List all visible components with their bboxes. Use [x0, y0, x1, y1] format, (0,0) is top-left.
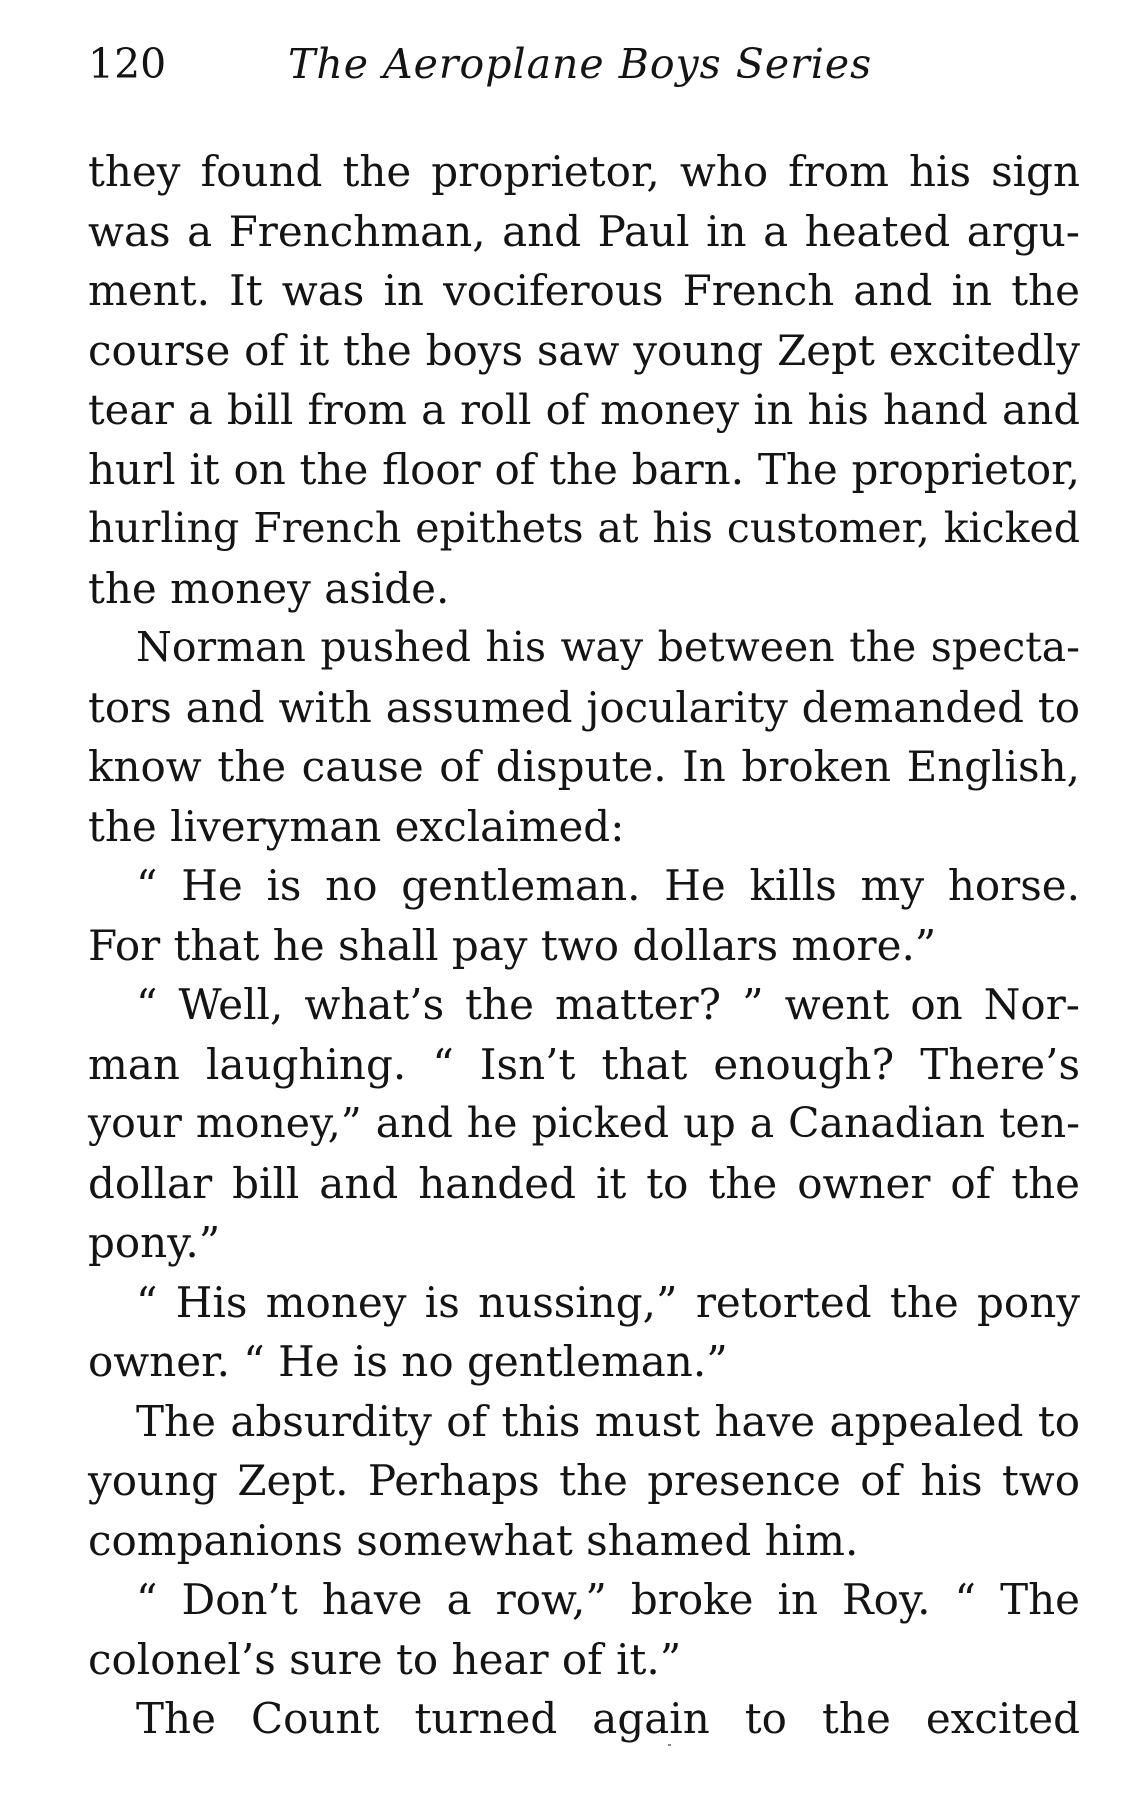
- page-number: 120: [88, 40, 167, 88]
- text-line: The absurdity of this must have appealed to: [136, 1396, 1080, 1446]
- text-line: “ Well, what’s the matter? ” went on Nor-: [136, 980, 1080, 1029]
- text-line: the liveryman exclaimed:: [88, 801, 625, 851]
- print-speck: [668, 1744, 671, 1746]
- text-line: man laughing. “ Isn’t that enough? There’s: [88, 1039, 1080, 1089]
- text-line: was a Frenchman, and Paul in a heated argu-: [88, 206, 1080, 256]
- text-line: owner. “ He is no gentleman.”: [88, 1337, 728, 1386]
- text-line: course of it the boys saw young Zept excitedly: [88, 325, 1080, 375]
- text-line: “ Don’t have a row,” broke in Roy. “ The: [136, 1575, 1080, 1624]
- text-line: your money,” and he picked up a Canadian ten-: [88, 1099, 1080, 1147]
- text-line: ment. It was in vociferous French and in the: [88, 266, 1080, 315]
- text-line: Norman pushed his way between the specta-: [136, 623, 1080, 671]
- text-line: dollar bill and handed it to the owner of the: [88, 1158, 1080, 1208]
- text-line: hurling French epithets at his customer, kicked: [88, 504, 1080, 552]
- text-line: know the cause of dispute. In broken English,: [88, 742, 1080, 791]
- text-line: colonel’s sure to hear of it.”: [88, 1634, 682, 1684]
- text-line: The Count turned again to the excited: [136, 1694, 1080, 1743]
- text-line: tors and with assumed jocularity demanded to: [88, 682, 1080, 732]
- text-line: tear a bill from a roll of money in his hand and: [88, 385, 1080, 434]
- body-text: [88, 142, 1080, 1749]
- running-header: [88, 34, 1078, 94]
- text-line: the money aside.: [88, 563, 450, 613]
- text-line: they found the proprietor, who from his sign: [88, 147, 1080, 196]
- text-line: young Zept. Perhaps the presence of his two: [88, 1456, 1080, 1505]
- text-line: pony.”: [88, 1218, 221, 1267]
- text-line: For that he shall pay two dollars more.”: [88, 920, 937, 970]
- text-line: companions somewhat shamed him.: [88, 1515, 859, 1565]
- text-line: hurl it on the floor of the barn. The proprietor,: [88, 444, 1080, 494]
- text-line: “ He is no gentleman. He kills my horse.: [136, 861, 1080, 910]
- text-line: “ His money is nussing,” retorted the pony: [136, 1277, 1080, 1327]
- running-title: The Aeroplane Boys Series: [288, 40, 873, 88]
